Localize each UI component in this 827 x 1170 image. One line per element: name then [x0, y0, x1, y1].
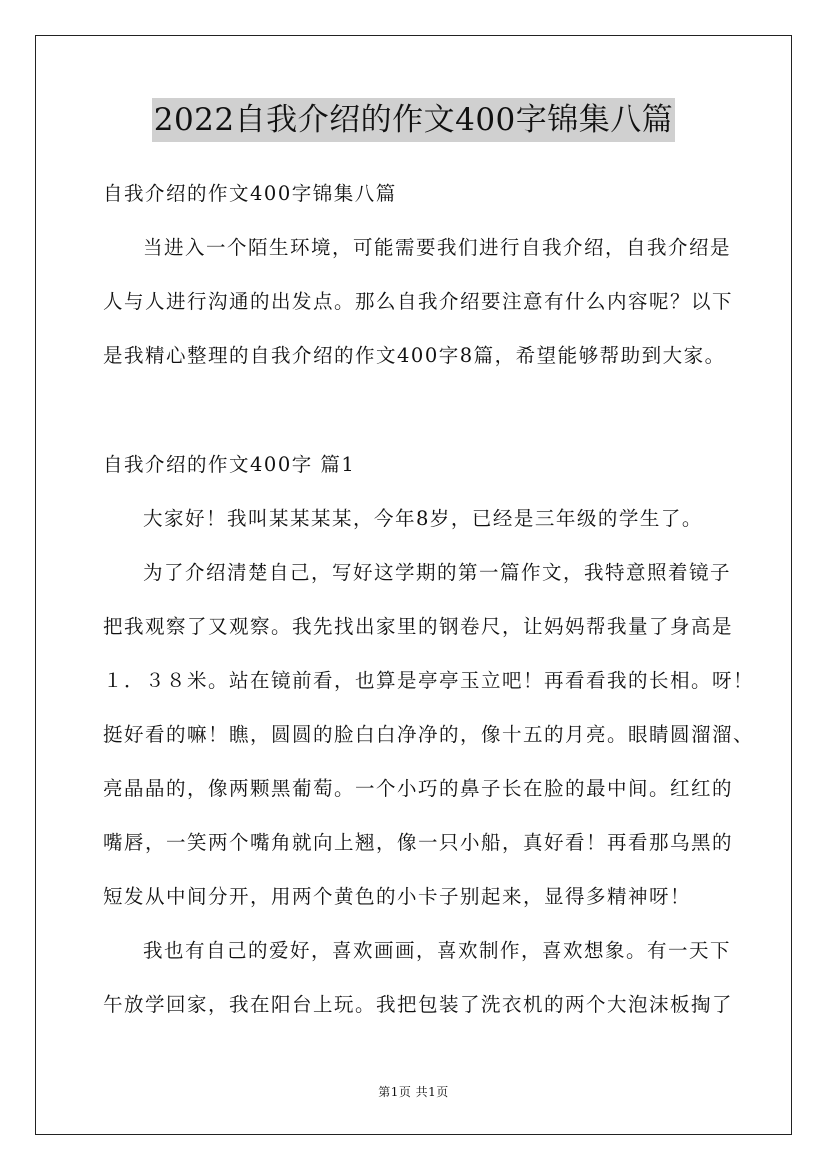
title-container	[0, 98, 827, 142]
body-line-2: 为了介绍清楚自己，写好这学期的第一篇作文，我特意照着镜子	[143, 561, 732, 584]
document-title: 2022自我介绍的作文400字锦集八篇	[152, 98, 676, 142]
body-line-6: 亮晶晶的，像两颗黑葡萄。一个小巧的鼻子长在脸的最中间。红红的	[103, 777, 734, 800]
intro-line-1: 当进入一个陌生环境，可能需要我们进行自我介绍，自我介绍是	[143, 236, 732, 259]
page-footer: 第1页 共1页	[378, 1085, 449, 1099]
body-line-4: １．３８米。站在镜前看，也算是亭亭玉立吧！再看看我的长相。呀！	[103, 669, 755, 692]
body-line-8: 短发从中间分开，用两个黄色的小卡子别起来，显得多精神呀！	[103, 885, 692, 908]
intro-line-3: 是我精心整理的自我介绍的作文400字8篇，希望能够帮助到大家。	[103, 344, 726, 367]
body-line-10: 午放学回家，我在阳台上玩。我把包装了洗衣机的两个大泡沫板掏了	[103, 993, 734, 1016]
intro-line-2: 人与人进行沟通的出发点。那么自我介绍要注意有什么内容呢？以下	[103, 290, 734, 313]
body-line-3: 把我观察了又观察。我先找出家里的钢卷尺，让妈妈帮我量了身高是	[103, 615, 734, 638]
subtitle: 自我介绍的作文400字锦集八篇	[103, 182, 397, 205]
body-line-7: 嘴唇，一笑两个嘴角就向上翘，像一只小船，真好看！再看那乌黑的	[103, 831, 734, 854]
body-line-1: 大家好！我叫某某某某，今年8岁，已经是三年级的学生了。	[143, 507, 703, 530]
body-line-5: 挺好看的嘛！瞧，圆圆的脸白白净净的，像十五的月亮。眼睛圆溜溜、	[103, 723, 755, 746]
body-line-9: 我也有自己的爱好，喜欢画画，喜欢制作，喜欢想象。有一天下	[143, 939, 732, 962]
section-heading: 自我介绍的作文400字 篇1	[103, 453, 356, 476]
